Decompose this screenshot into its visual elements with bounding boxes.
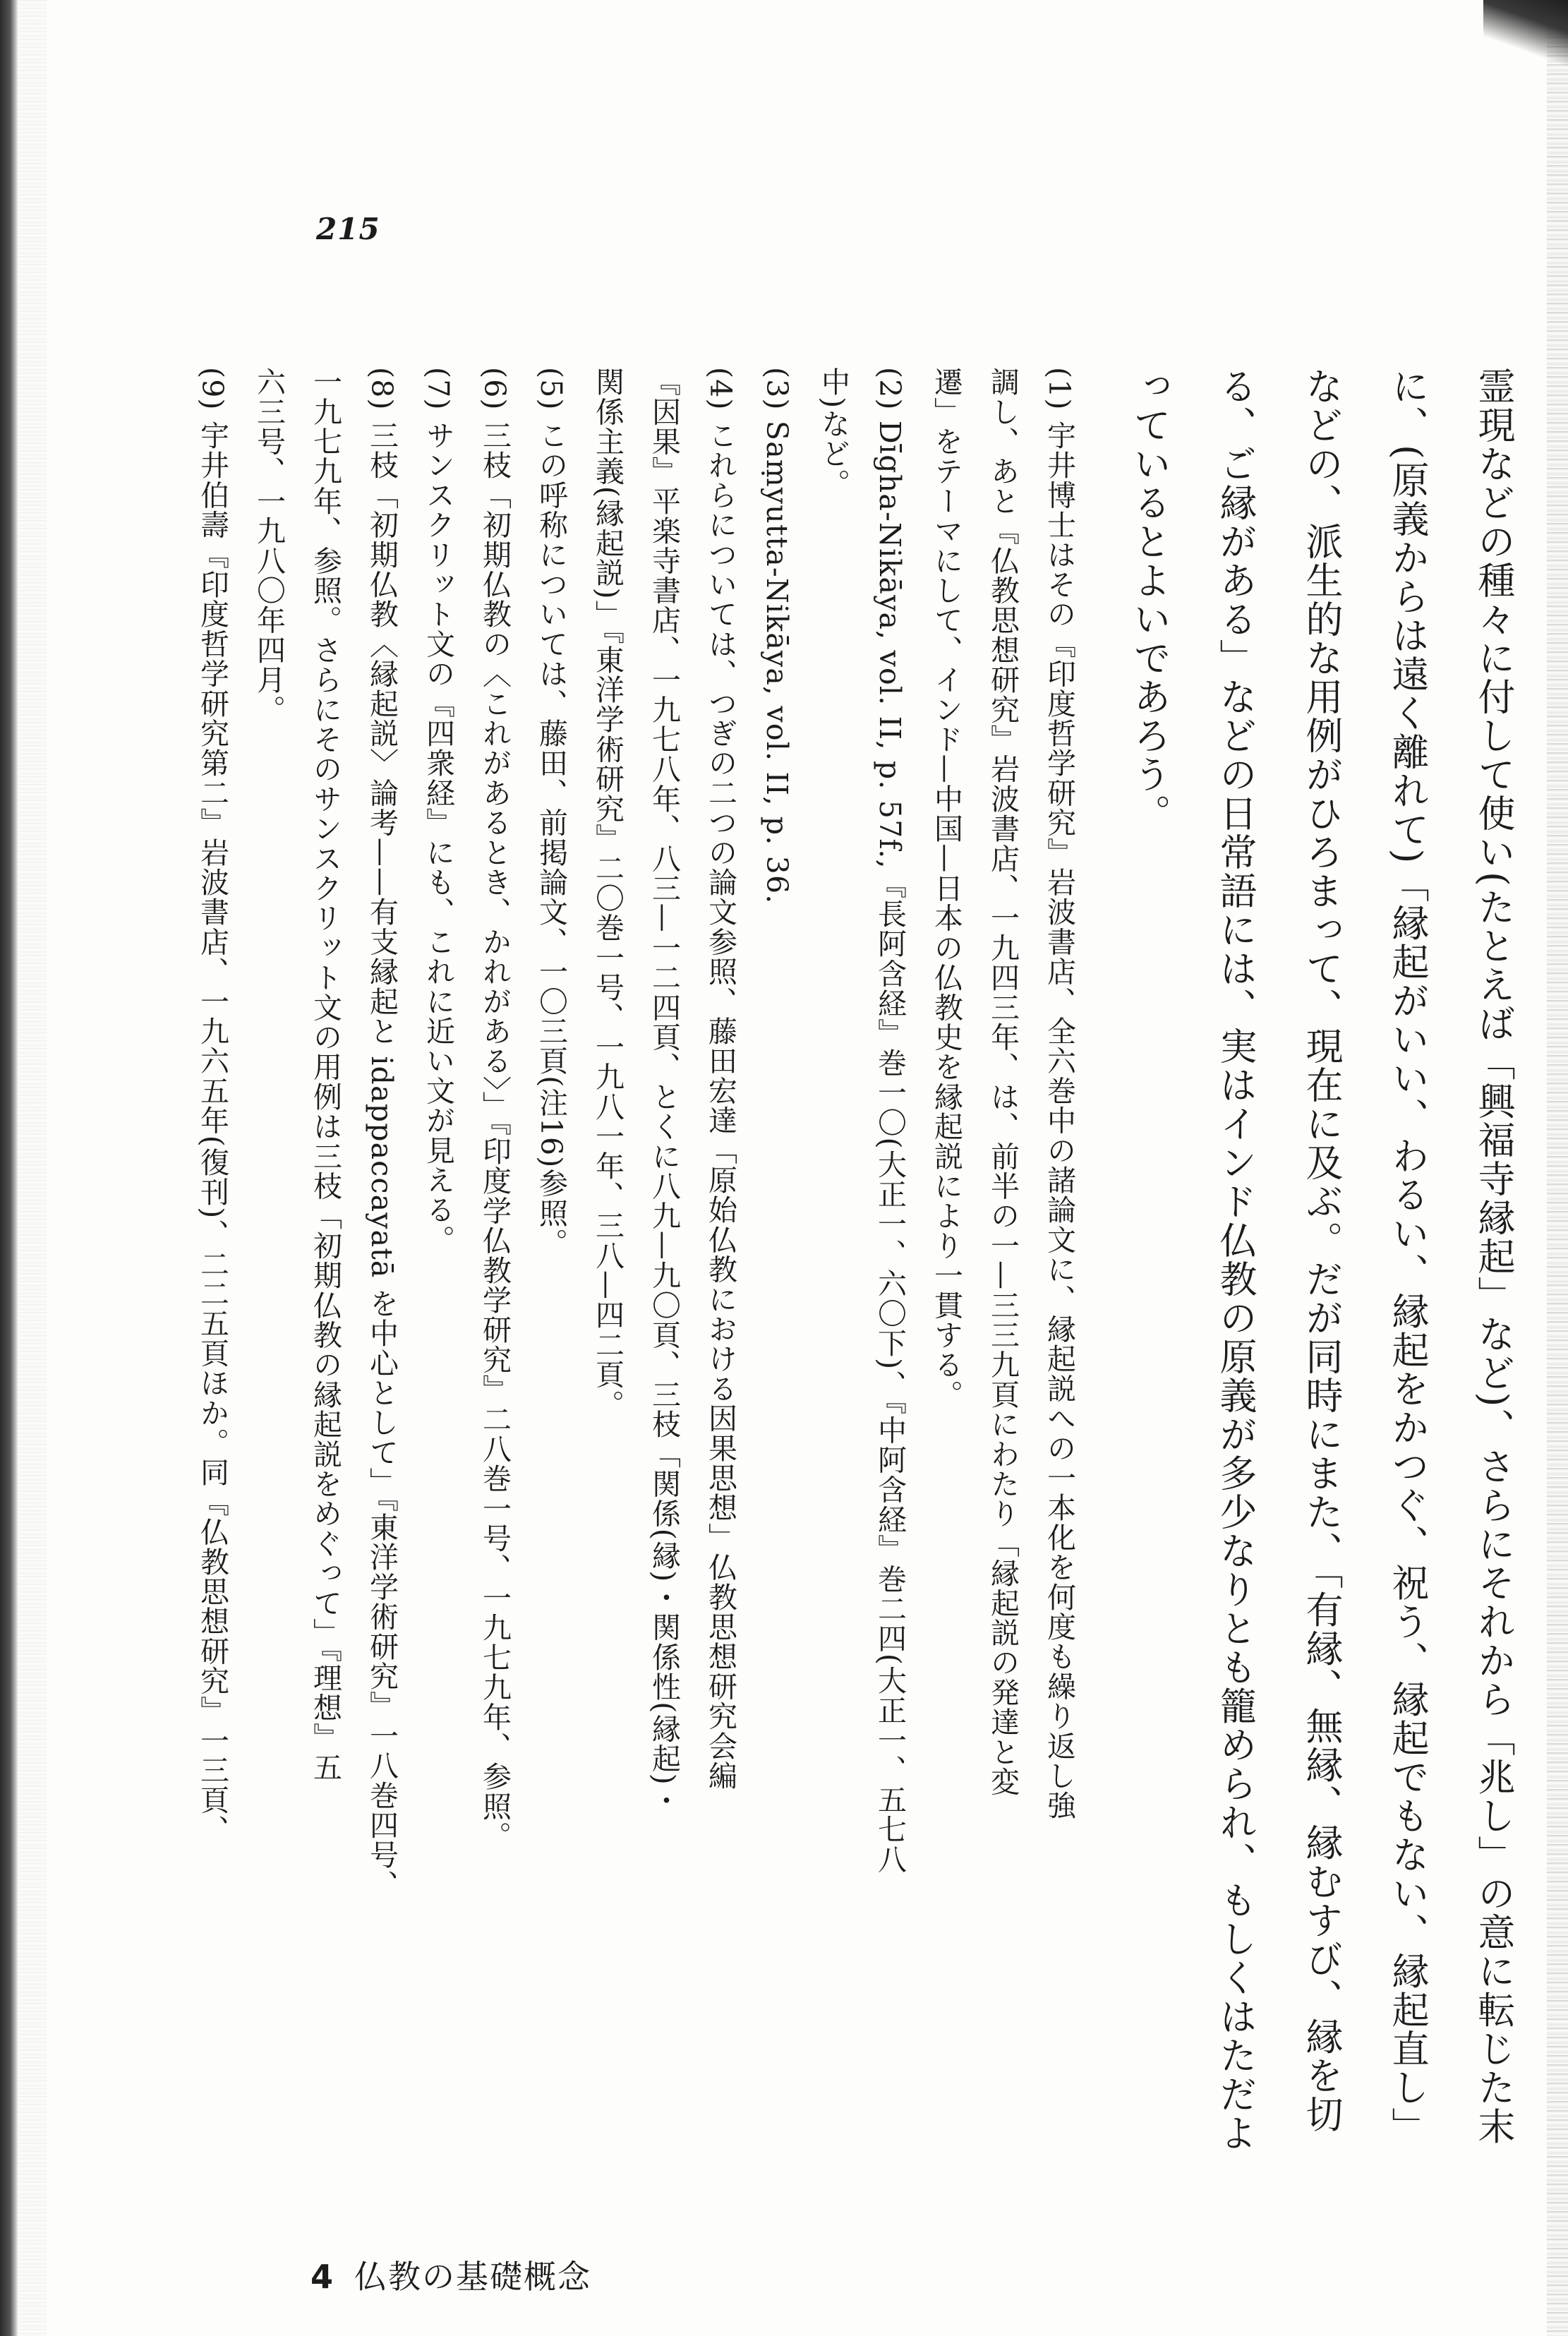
note-line: 遷」をテーマにして、インド—中国—日本の仏教史を縁起説により一貫する。 — [929, 367, 963, 1409]
scan-left-edge — [0, 0, 18, 2336]
note-line: (8) 三枝「初期仏教〈縁起説〉論考——有支縁起と idappaccayatā を中心として」『東洋学術研究』一八巻四号、 — [365, 367, 399, 1900]
note-line: 六三号、一九八〇年四月。 — [252, 367, 286, 725]
note-line: (6) 三枝「初期仏教の〈これがあるとき、かれがある〉」『印度学仏教学研究』二八巻一号、一九七九年、参照。 — [478, 367, 512, 1851]
note-line: 中)など。 — [816, 367, 850, 498]
note-line: 一九七九年、参照。さらにそのサンスクリット文の用例は三枝「初期仏教の縁起説をめぐって」『理想』五 — [308, 367, 342, 1783]
page-number: 215 — [316, 212, 380, 246]
body-text-line: に、(原義からは遠く離れて)「縁起がいい、わるい、縁起をかつぐ、祝う、縁起でもない、縁起直し」 — [1386, 367, 1429, 2146]
note-line: (7) サンスクリット文の『四衆経』にも、これに近い文が見える。 — [421, 367, 455, 1255]
scan-right-edge — [1547, 0, 1568, 2336]
note-line: (1) 宇井博士はその『印度哲学研究』岩波書店、全六巻中の諸論文に、縁起説への一本化を何度も繰り返し強 — [1042, 367, 1076, 1821]
note-line: (4) これらについては、つぎの二つの論文参照、藤田宏達「原始仏教における因果思想」仏教思想研究会編 — [704, 367, 737, 1791]
running-footer — [310, 2251, 591, 2298]
note-line: 関係主義(縁起説)」『東洋学術研究』二〇巻一号、一九八一年、三八—四二頁。 — [591, 367, 625, 1419]
body-text-line: る、ご縁がある」などの日常語には、実はインド仏教の原義が多少なりとも籠められ、もしくはただよ — [1214, 367, 1257, 2153]
page-corner-curl — [1483, 0, 1568, 78]
body-text-line: などの、派生的な用例がひろまって、現在に及ぶ。だが同時にまた、「有縁、無縁、縁むすび、縁を切 — [1300, 367, 1343, 2134]
chapter-number: 4 — [310, 2258, 335, 2296]
body-text-line: っているとよいであろう。 — [1128, 367, 1171, 833]
note-line: 『因果』平楽寺書店、一九七八年、八三—一二四頁、とくに八九—九〇頁、三枝「関係(縁)・関係性(縁起)・ — [647, 367, 681, 1816]
chapter-title: 仏教の基礎概念 — [354, 2258, 592, 2296]
note-line: (5) この呼称については、藤田、前掲論文、一〇三頁(注16)参照。 — [534, 367, 568, 1258]
note-line: 調し、あと『仏教思想研究』岩波書店、一九四三年、は、前半の一—三三九頁にわたり「縁起説の発達と変 — [986, 367, 1020, 1797]
scan-left-speckle — [18, 0, 47, 2336]
note-line: (3) Saṃyutta-Nikāya, vol. II, p. 36. — [760, 367, 794, 905]
note-line: (9) 宇井伯壽『印度哲学研究第二』岩波書店、一九六五年(復刊)、二二五頁ほか。同『仏教思想研究』一三頁、 — [195, 367, 229, 1845]
body-text-line: 霊現などの種々に付して使い(たとえば「興福寺縁起」など)、さらにそれから「兆し」の意に転じた末 — [1472, 367, 1515, 2146]
note-line: (2) Dīgha-Nikāya, vol. II, p. 57f.,『長阿含経』巻一〇(大正一、六〇下)、『中阿含経』巻二四(大正一、五七八 — [873, 367, 907, 1874]
